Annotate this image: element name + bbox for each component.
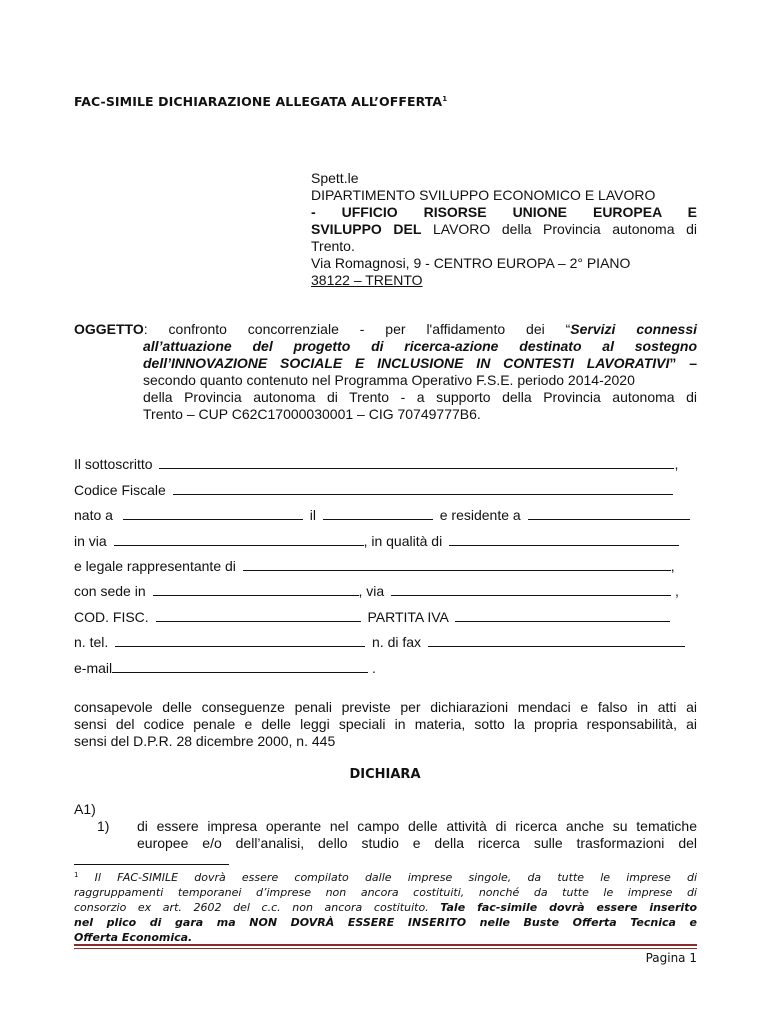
footnote-line-1 bbox=[74, 868, 697, 885]
recipient-line-4-bold: SVILUPPO DEL bbox=[311, 221, 422, 237]
form-row-email bbox=[74, 659, 694, 677]
item-number: 1) bbox=[97, 818, 110, 834]
label-in-qualita: , in qualità di bbox=[363, 533, 443, 549]
residenza-field[interactable] bbox=[528, 506, 690, 520]
via-sede-field[interactable] bbox=[391, 582, 671, 596]
recipient-line-5: Trento. bbox=[311, 238, 355, 254]
footnote-line-1-text: Il FAC-SIMILE dovrà essere compilato dalle imprese singole, da tutte le imprese di bbox=[94, 871, 698, 884]
footnote-separator bbox=[74, 864, 229, 865]
oggetto-line-3 bbox=[74, 355, 697, 372]
form-row-via-qualita bbox=[74, 532, 694, 550]
footnote-line-3-text: consorzio ex art. 2602 del c.c. non ancora costituito. bbox=[74, 901, 441, 914]
recipient-block bbox=[311, 170, 697, 289]
recipient-line-6: Via Romagnosi, 9 - CENTRO EUROPA – 2° PIANO bbox=[311, 255, 631, 271]
label-con-sede: con sede in bbox=[74, 583, 146, 599]
item-line-1: di essere impresa operante nel campo delle attività di ricerca anche su tematiche bbox=[137, 818, 697, 834]
label-nato-a: nato a bbox=[74, 507, 113, 523]
codice-fiscale-field[interactable] bbox=[173, 481, 673, 495]
section-a1-label: A1) bbox=[74, 801, 96, 817]
form-row-fiscale bbox=[74, 608, 694, 626]
label-cod-fisc: COD. FISC. bbox=[74, 609, 149, 625]
sede-field[interactable] bbox=[153, 582, 359, 596]
partita-iva-field[interactable] bbox=[455, 608, 670, 622]
oggetto-label: OGGETTO bbox=[74, 321, 144, 337]
oggetto-line-1-text: : confronto concorrenziale - per l'affidamento dei “ bbox=[143, 321, 571, 337]
item-line-2: europee e/o dell’analisi, dello studio e della ricerca sulle trasformazioni del bbox=[137, 835, 697, 851]
form-row-legale-rappresentante bbox=[74, 557, 694, 575]
oggetto-line-3-end: ” – bbox=[669, 355, 697, 371]
footnote-line-2: raggruppamenti temporanei d’imprese non ancora costituiti, nonché da tutte le imprese di bbox=[74, 886, 697, 899]
luogo-nascita-field[interactable] bbox=[123, 506, 303, 520]
cod-fisc-field[interactable] bbox=[156, 608, 361, 622]
label-residente-a: e residente a bbox=[439, 507, 521, 523]
comma: , bbox=[674, 456, 679, 472]
period: . bbox=[372, 660, 376, 676]
label-via: , via bbox=[358, 583, 385, 599]
fax-field[interactable] bbox=[428, 633, 685, 647]
form-row-nascita bbox=[74, 506, 694, 524]
form-row-sede bbox=[74, 582, 694, 600]
email-field[interactable] bbox=[112, 659, 368, 673]
footnote-line-3 bbox=[74, 900, 697, 915]
recipient-line-3: - UFFICIO RISORSE UNIONE EUROPEA E bbox=[311, 204, 697, 220]
impresa-field[interactable] bbox=[243, 557, 671, 571]
oggetto-line-6: Trento – CUP C62C17000030001 – CIG 70749777B6. bbox=[143, 406, 481, 422]
label-partita-iva: PARTITA IVA bbox=[367, 609, 449, 625]
footer-rule-thin bbox=[74, 948, 697, 949]
form-row-contatti bbox=[74, 633, 694, 651]
recipient-line-1: Spett.le bbox=[311, 170, 359, 186]
oggetto-line-4: secondo quanto contenuto nel Programma Operativo F.S.E. periodo 2014-2020 bbox=[143, 372, 635, 388]
form-row-codice-fiscale bbox=[74, 481, 694, 499]
oggetto-line-5: della Provincia autonoma di Trento - a supporto della Provincia autonoma di bbox=[143, 389, 697, 405]
title-text: FAC-SIMILE DICHIARAZIONE ALLEGATA ALL’OFFERTA bbox=[74, 94, 443, 109]
consapevole-paragraph bbox=[74, 699, 697, 750]
via-residenza-field[interactable] bbox=[114, 532, 364, 546]
consapevole-line-2: sensi del codice penale e delle leggi speciali in materia, sotto la propria responsabilità, ai bbox=[74, 716, 697, 732]
recipient-line-4 bbox=[311, 221, 697, 238]
telefono-field[interactable] bbox=[115, 633, 365, 647]
qualita-field[interactable] bbox=[449, 532, 679, 546]
recipient-line-7 bbox=[311, 272, 697, 289]
list-item bbox=[97, 818, 697, 852]
footnote-line-5: Offerta Economica. bbox=[74, 931, 193, 944]
document-title bbox=[74, 94, 447, 109]
label-email: e-mail bbox=[74, 660, 113, 676]
label-n-fax: n. di fax bbox=[372, 634, 422, 650]
recipient-line-2: DIPARTIMENTO SVILUPPO ECONOMICO E LAVORO bbox=[311, 187, 656, 203]
title-footnote-ref: 1 bbox=[442, 95, 448, 103]
label-codice-fiscale: Codice Fiscale bbox=[74, 482, 166, 498]
footnote-ref: 1 bbox=[74, 871, 79, 879]
footnote-line-4: nel plico di gara ma NON DOVRÀ ESSERE INSERITO nelle Buste Offerta Tecnica e bbox=[74, 916, 697, 929]
consapevole-line-3: sensi del D.P.R. 28 dicembre 2000, n. 445 bbox=[74, 733, 336, 749]
footer-rule-thick bbox=[74, 944, 697, 946]
form-row-sottoscritto bbox=[74, 455, 694, 473]
oggetto-line-1-bold: Servizi connessi bbox=[570, 321, 698, 337]
oggetto-block bbox=[74, 321, 697, 423]
label-legale-rappresentante: e legale rappresentante di bbox=[74, 558, 236, 574]
page-number: Pagina 1 bbox=[645, 951, 697, 965]
data-nascita-field[interactable] bbox=[323, 506, 433, 520]
recipient-line-4-rest: LAVORO della Provincia autonoma di bbox=[421, 221, 697, 237]
comma: , bbox=[670, 558, 675, 574]
footnote-line-3-bold: Tale fac-simile dovrà essere inserito bbox=[440, 901, 698, 914]
oggetto-line-2: all’attuazione del progetto di ricerca-azione destinato al sostegno bbox=[143, 338, 697, 354]
label-n-tel: n. tel. bbox=[74, 634, 109, 650]
label-in-via: in via bbox=[74, 533, 107, 549]
sottoscritto-field[interactable] bbox=[159, 455, 674, 469]
consapevole-line-1: consapevole delle conseguenze penali previste per dichiarazioni mendaci e falso in atti ai bbox=[74, 699, 697, 715]
label-il: il bbox=[309, 507, 316, 523]
comma: , bbox=[674, 583, 679, 599]
oggetto-line-1 bbox=[74, 321, 697, 338]
footnote bbox=[74, 868, 697, 945]
recipient-cap-city: 38122 – TRENTO bbox=[311, 272, 423, 288]
label-sottoscritto: Il sottoscritto bbox=[74, 456, 153, 472]
oggetto-line-3-bold: dell’INNOVAZIONE SOCIALE E INCLUSIONE IN CONTESTI LAVORATIVI bbox=[143, 355, 670, 371]
dichiara-heading: DICHIARA bbox=[349, 767, 421, 782]
